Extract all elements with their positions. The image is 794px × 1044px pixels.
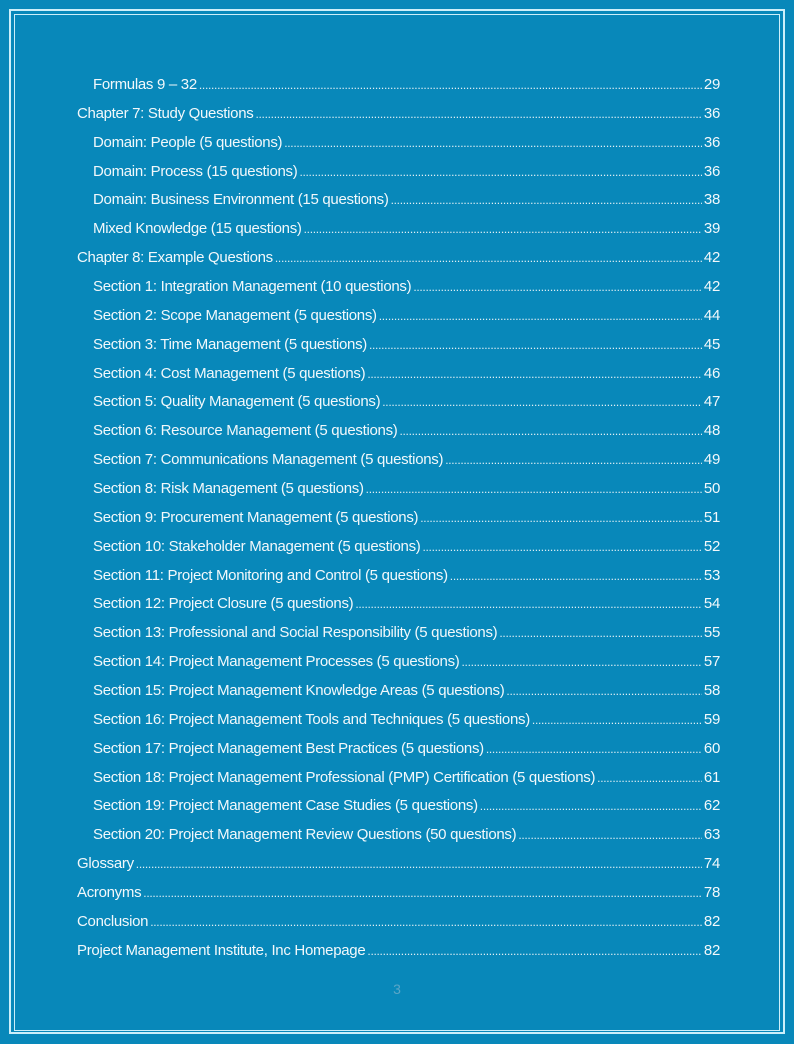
toc-entry-page: 38 — [703, 191, 720, 209]
toc-entry[interactable] — [77, 624, 720, 653]
toc-entry-title: Domain: Business Environment (15 questions) — [93, 191, 389, 209]
toc-entry-page: 50 — [703, 480, 720, 498]
toc-entry-title: Section 8: Risk Management (5 questions) — [93, 480, 364, 498]
dot-leader — [422, 540, 701, 554]
dot-leader — [499, 626, 702, 640]
toc-entry[interactable] — [77, 451, 720, 480]
dot-leader — [480, 799, 702, 813]
toc-entry-page: 52 — [703, 537, 720, 555]
toc-entry-title: Section 3: Time Management (5 questions) — [93, 335, 367, 353]
toc-entry[interactable] — [77, 913, 720, 942]
toc-entry-page: 57 — [703, 653, 720, 671]
toc-entry-page: 42 — [703, 249, 720, 267]
toc-entry-page: 29 — [703, 76, 720, 93]
dot-leader — [420, 511, 702, 525]
dot-leader — [413, 280, 702, 294]
toc-entry-page: 62 — [703, 797, 720, 815]
toc-entry-title: Section 16: Project Management Tools and Techniques (5 questions) — [93, 710, 530, 728]
dot-leader — [369, 338, 702, 352]
toc-entry-page: 44 — [703, 306, 720, 324]
toc-entry-title: Glossary — [77, 855, 134, 873]
dot-leader — [136, 857, 702, 871]
dot-leader — [518, 828, 702, 842]
toc-entry-page: 55 — [703, 624, 720, 642]
toc-entry-title: Section 13: Professional and Social Responsibility (5 questions) — [93, 624, 498, 642]
toc-entry[interactable] — [77, 480, 720, 509]
toc-entry-title: Section 14: Project Management Processes (5 questions) — [93, 653, 460, 671]
toc-entry-page: 36 — [703, 104, 720, 122]
toc-entry[interactable] — [77, 336, 720, 365]
toc-entry-title: Section 19: Project Management Case Studies (5 questions) — [93, 797, 478, 815]
toc-entry-page: 58 — [703, 682, 720, 700]
dot-leader — [284, 136, 702, 150]
toc-entry[interactable] — [77, 134, 720, 163]
dot-leader — [379, 309, 702, 323]
dot-leader — [486, 742, 702, 756]
toc-entry-title: Formulas 9 – 32 — [93, 76, 197, 93]
dot-leader — [255, 107, 701, 121]
dot-leader — [399, 424, 701, 438]
dot-leader — [462, 655, 702, 669]
dot-leader — [275, 251, 702, 265]
toc-entry[interactable] — [77, 595, 720, 624]
toc-entry[interactable] — [77, 191, 720, 220]
toc-entry-title: Section 6: Resource Management (5 questions) — [93, 422, 398, 440]
dot-leader — [532, 713, 702, 727]
toc-entry-title: Section 7: Communications Management (5 questions) — [93, 451, 444, 469]
toc-entry-page: 61 — [703, 768, 720, 786]
dot-leader — [143, 886, 702, 900]
dot-leader — [366, 482, 702, 496]
toc-entry-page: 82 — [703, 912, 720, 930]
toc-entry-page: 78 — [703, 884, 720, 902]
dot-leader — [367, 944, 702, 958]
toc-entry[interactable] — [77, 76, 720, 105]
toc-entry-title: Section 12: Project Closure (5 questions) — [93, 595, 354, 613]
toc-entry-title: Section 20: Project Management Review Questions (50 questions) — [93, 826, 517, 844]
dot-leader — [304, 222, 702, 236]
dot-leader — [597, 771, 702, 785]
toc-entry[interactable] — [77, 278, 720, 307]
dot-leader — [367, 367, 702, 381]
toc-entry-page: 45 — [703, 335, 720, 353]
toc-entry-page: 60 — [703, 739, 720, 757]
toc-entry-page: 74 — [703, 855, 720, 873]
toc-entry-title: Section 9: Procurement Management (5 questions) — [93, 508, 419, 526]
toc-entry[interactable] — [77, 682, 720, 711]
toc-entry-page: 63 — [703, 826, 720, 844]
toc-entry-title: Acronyms — [77, 884, 142, 902]
dot-leader — [450, 569, 702, 583]
toc-entry-title: Section 4: Cost Management (5 questions) — [93, 364, 366, 382]
toc-entry-page: 49 — [703, 451, 720, 469]
toc-entry-title: Chapter 7: Study Questions — [77, 104, 254, 122]
dot-leader — [506, 684, 701, 698]
toc-entry[interactable] — [77, 509, 720, 538]
toc-entry[interactable] — [77, 105, 720, 134]
toc-entry-page: 82 — [703, 941, 720, 959]
toc-entry[interactable] — [77, 163, 720, 192]
toc-entry-title: Section 2: Scope Management (5 questions) — [93, 306, 377, 324]
toc-entry[interactable] — [77, 365, 720, 394]
toc-entry-title: Domain: People (5 questions) — [93, 133, 283, 151]
toc-entry[interactable] — [77, 769, 720, 798]
toc-entry-page: 36 — [703, 133, 720, 151]
toc-entry[interactable] — [77, 797, 720, 826]
toc-entry-page: 48 — [703, 422, 720, 440]
toc-entry[interactable] — [77, 740, 720, 769]
toc-entry[interactable] — [77, 538, 720, 567]
toc-entry-page: 46 — [703, 364, 720, 382]
toc-entry[interactable] — [77, 567, 720, 596]
toc-entry-title: Mixed Knowledge (15 questions) — [93, 220, 302, 238]
toc-entry-title: Section 1: Integration Management (10 questions) — [93, 278, 412, 296]
toc-entry[interactable] — [77, 711, 720, 740]
toc-entry[interactable] — [77, 826, 720, 855]
toc-entry[interactable] — [77, 220, 720, 249]
toc-entry-title: Section 11: Project Monitoring and Control (5 questions) — [93, 566, 448, 584]
toc-entry-title: Section 15: Project Management Knowledge Areas (5 questions) — [93, 682, 505, 700]
toc-entry-title: Domain: Process (15 questions) — [93, 162, 298, 180]
toc-entry-page: 53 — [703, 566, 720, 584]
toc-entry[interactable] — [77, 855, 720, 884]
dot-leader — [150, 915, 702, 929]
toc-entry-page: 54 — [703, 595, 720, 613]
toc-entry-title: Project Management Institute, Inc Homepage — [77, 941, 366, 959]
toc-entry[interactable] — [77, 884, 720, 913]
page-number: 3 — [393, 981, 401, 997]
toc-entry-title: Chapter 8: Example Questions — [77, 249, 273, 267]
toc-entry-page: 39 — [703, 220, 720, 238]
dot-leader — [355, 597, 702, 611]
toc-entry-title: Section 18: Project Management Professional (PMP) Certification (5 questions) — [93, 768, 596, 786]
dot-leader — [445, 453, 702, 467]
toc-entry-title: Section 5: Quality Management (5 questions) — [93, 393, 381, 411]
dot-leader — [382, 395, 702, 409]
toc-entry-page: 51 — [703, 508, 720, 526]
toc-entry-page: 36 — [703, 162, 720, 180]
toc-entry-page: 47 — [703, 393, 720, 411]
toc-entry[interactable] — [77, 653, 720, 682]
toc-entry-title: Section 10: Stakeholder Management (5 questions) — [93, 537, 421, 555]
dot-leader — [299, 165, 701, 179]
toc-entry-title: Conclusion — [77, 912, 149, 930]
dot-leader — [199, 78, 702, 92]
toc-entry[interactable] — [77, 249, 720, 278]
toc-entry[interactable] — [77, 942, 720, 971]
dot-leader — [391, 193, 702, 207]
toc-entry[interactable] — [77, 307, 720, 336]
toc-entry[interactable] — [77, 422, 720, 451]
toc-entry[interactable] — [77, 393, 720, 422]
toc-entry-page: 59 — [703, 710, 720, 728]
table-of-contents — [77, 76, 720, 971]
toc-entry-title: Section 17: Project Management Best Practices (5 questions) — [93, 739, 484, 757]
toc-entry-page: 42 — [703, 278, 720, 296]
